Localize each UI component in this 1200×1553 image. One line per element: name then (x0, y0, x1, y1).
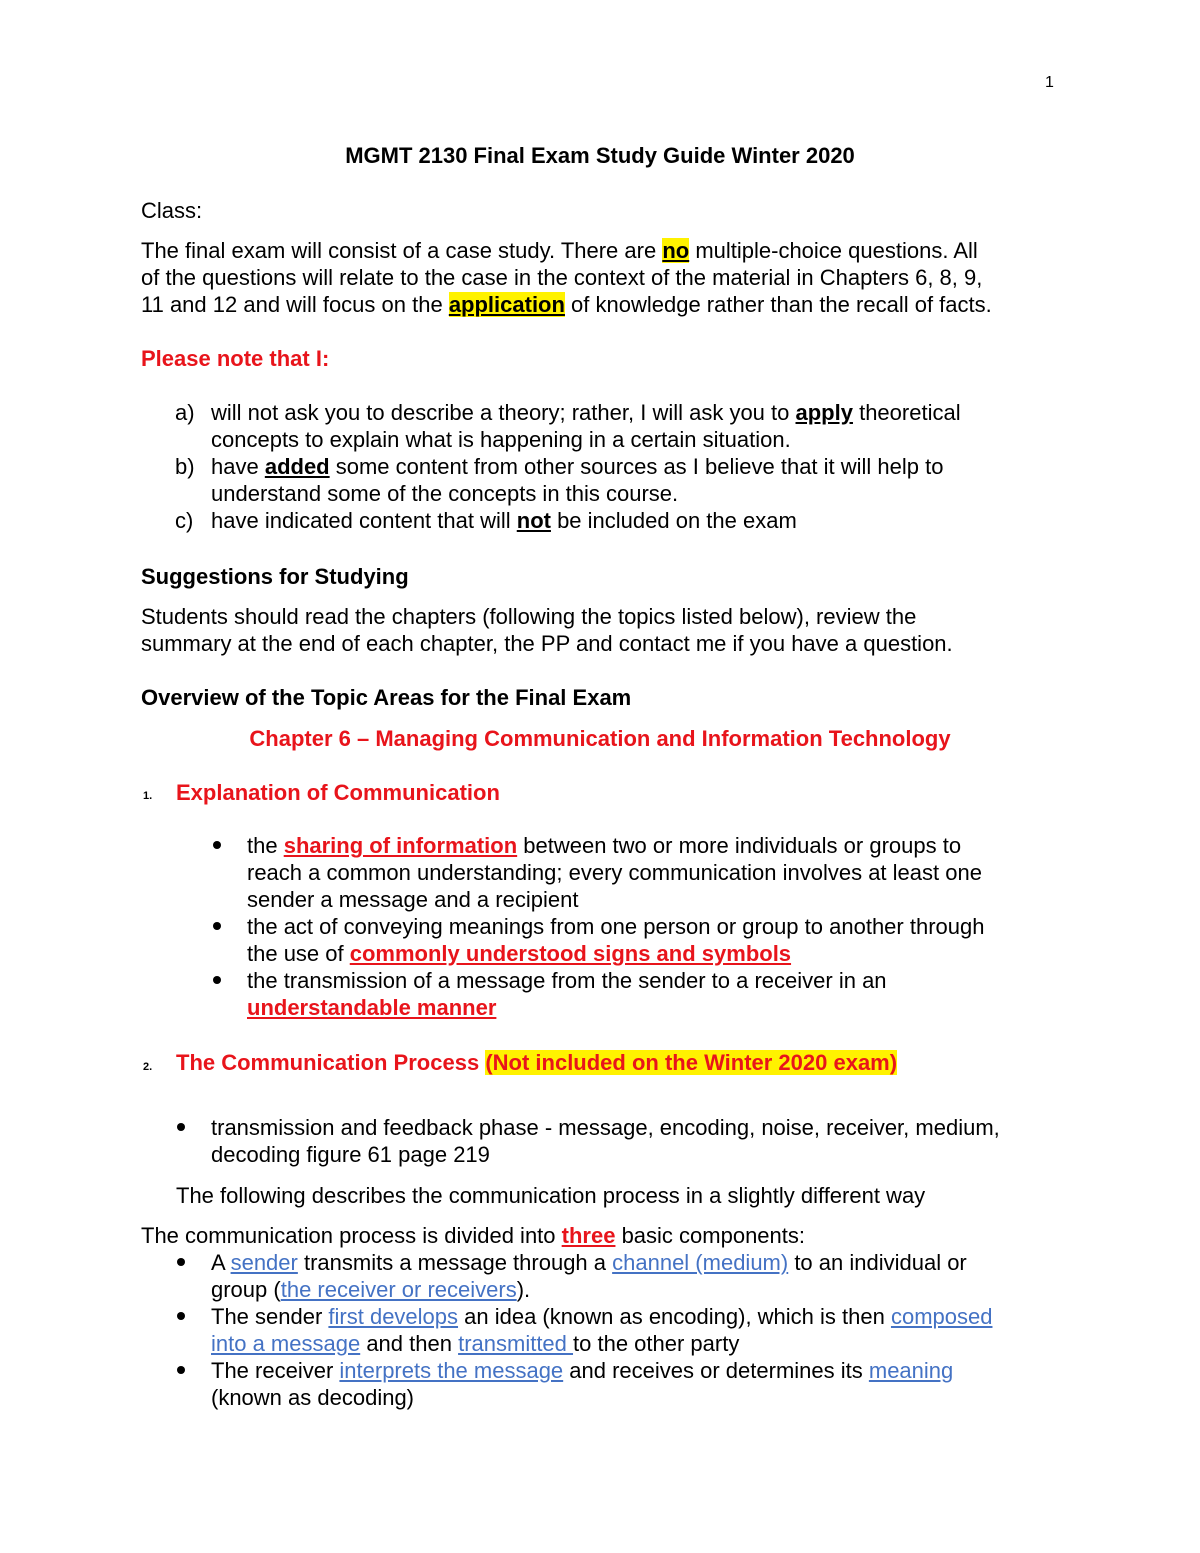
list-marker-a: a) (175, 400, 195, 425)
s2-component-2-line-1: The sender first develops an idea (known as encoding), which is then composed (211, 1304, 993, 1329)
s2-bullet-1-line-1: transmission and feedback phase - message, encoding, noise, receiver, medium, (211, 1115, 1000, 1140)
bullet-icon (213, 841, 221, 849)
bullet-icon (213, 922, 221, 930)
into-message-term: into a message (211, 1331, 361, 1356)
list-marker-b: b) (175, 454, 195, 479)
three-emphasis: three (561, 1223, 616, 1248)
s1-bullet-1-line-3: sender a message and a recipient (247, 887, 579, 912)
note-c-line-1: have indicated content that will not be included on the exam (211, 508, 797, 533)
s2-bullet-1-line-2: decoding figure 61 page 219 (211, 1142, 490, 1167)
section-2-number: 2. (143, 1061, 153, 1073)
s2-component-1-line-2: group (the receiver or receivers). (211, 1277, 531, 1302)
first-develops-term: first develops (328, 1304, 459, 1329)
channel-term: channel (medium) (612, 1250, 789, 1275)
section-2-heading (176, 1049, 897, 1076)
s2-component-3-line-2: (known as decoding) (211, 1385, 415, 1410)
list-marker-c: c) (175, 508, 194, 533)
exclusion-note: (Not included on the Winter 2020 exam) (485, 1050, 898, 1075)
application-emphasis: application (448, 292, 565, 317)
note-heading: Please note that I: (141, 346, 330, 371)
bullet-icon (177, 1312, 185, 1320)
following-text: The following describes the communication process in a slightly different way (176, 1183, 926, 1208)
chapter-heading: Chapter 6 – Managing Communication and Information Technology (249, 726, 951, 751)
transmitted-term: transmitted (458, 1331, 574, 1356)
s1-bullet-3-key-term: understandable manner (247, 995, 497, 1020)
page-number: 1 (1045, 74, 1054, 91)
s2-component-2-line-2: into a message and then transmitted to the other party (211, 1331, 740, 1356)
suggestions-heading: Suggestions for Studying (141, 564, 409, 589)
note-b-line-1: have added some content from other sources as I believe that it will help to (211, 454, 944, 479)
intro-line-3: 11 and 12 and will focus on the application of knowledge rather than the recall of facts. (141, 292, 992, 317)
receivers-term: the receiver or receivers (280, 1277, 517, 1302)
bullet-icon (177, 1258, 185, 1266)
s1-bullet-1-line-2: reach a common understanding; every communication involves at least one (247, 860, 982, 885)
s2-component-1-line-1: A sender transmits a message through a channel (medium) to an individual or (211, 1250, 967, 1275)
suggestions-line-2: summary at the end of each chapter, the PP and contact me if you have a question. (141, 631, 953, 656)
intro-line-1: The final exam will consist of a case study. There are no multiple-choice questions. All (141, 238, 978, 263)
composed-term: composed (890, 1304, 993, 1329)
note-a-line-1: will not ask you to describe a theory; rather, I will ask you to apply theoretical (211, 400, 961, 425)
s1-bullet-2-line-1: the act of conveying meanings from one person or group to another through (247, 914, 985, 939)
bullet-icon (213, 976, 221, 984)
meaning-term: meaning (868, 1358, 954, 1383)
overview-heading: Overview of the Topic Areas for the Final Exam (141, 685, 632, 710)
section-1-title: Explanation of Communication (176, 780, 500, 805)
apply-emphasis: apply (795, 400, 853, 425)
s1-bullet-1-line-1: the sharing of information between two or more individuals or groups to (247, 833, 962, 858)
bullet-icon (177, 1123, 185, 1131)
class-label: Class: (141, 198, 203, 223)
key-term: commonly understood signs and symbols (349, 941, 792, 966)
s1-bullet-3-line-1: the transmission of a message from the sender to a receiver in an (247, 968, 887, 993)
s1-bullet-2-line-2: the use of commonly understood signs and symbols (247, 941, 792, 966)
section-1-number: 1. (143, 790, 153, 802)
no-emphasis: no (662, 238, 690, 263)
added-emphasis: added (264, 454, 330, 479)
intro-line-2: of the questions will relate to the case in the context of the material in Chapters 6, 8, 9, (141, 265, 983, 290)
s2-component-3-line-1: The receiver interprets the message and receives or determines its meaning (211, 1358, 954, 1383)
key-term: sharing of information (283, 833, 518, 858)
section-2-title: The Communication Process (176, 1050, 480, 1075)
divided-text: The communication process is divided into three basic components: (141, 1223, 805, 1248)
page-title: MGMT 2130 Final Exam Study Guide Winter 2020 (345, 143, 855, 168)
bullet-icon (177, 1366, 185, 1374)
not-emphasis: not (516, 508, 551, 533)
sender-term: sender (230, 1250, 298, 1275)
note-b-line-2: understand some of the concepts in this course. (211, 481, 679, 506)
note-a-line-2: concepts to explain what is happening in a certain situation. (211, 427, 791, 452)
interprets-term: interprets the message (339, 1358, 564, 1383)
suggestions-line-1: Students should read the chapters (following the topics listed below), review the (141, 604, 917, 629)
